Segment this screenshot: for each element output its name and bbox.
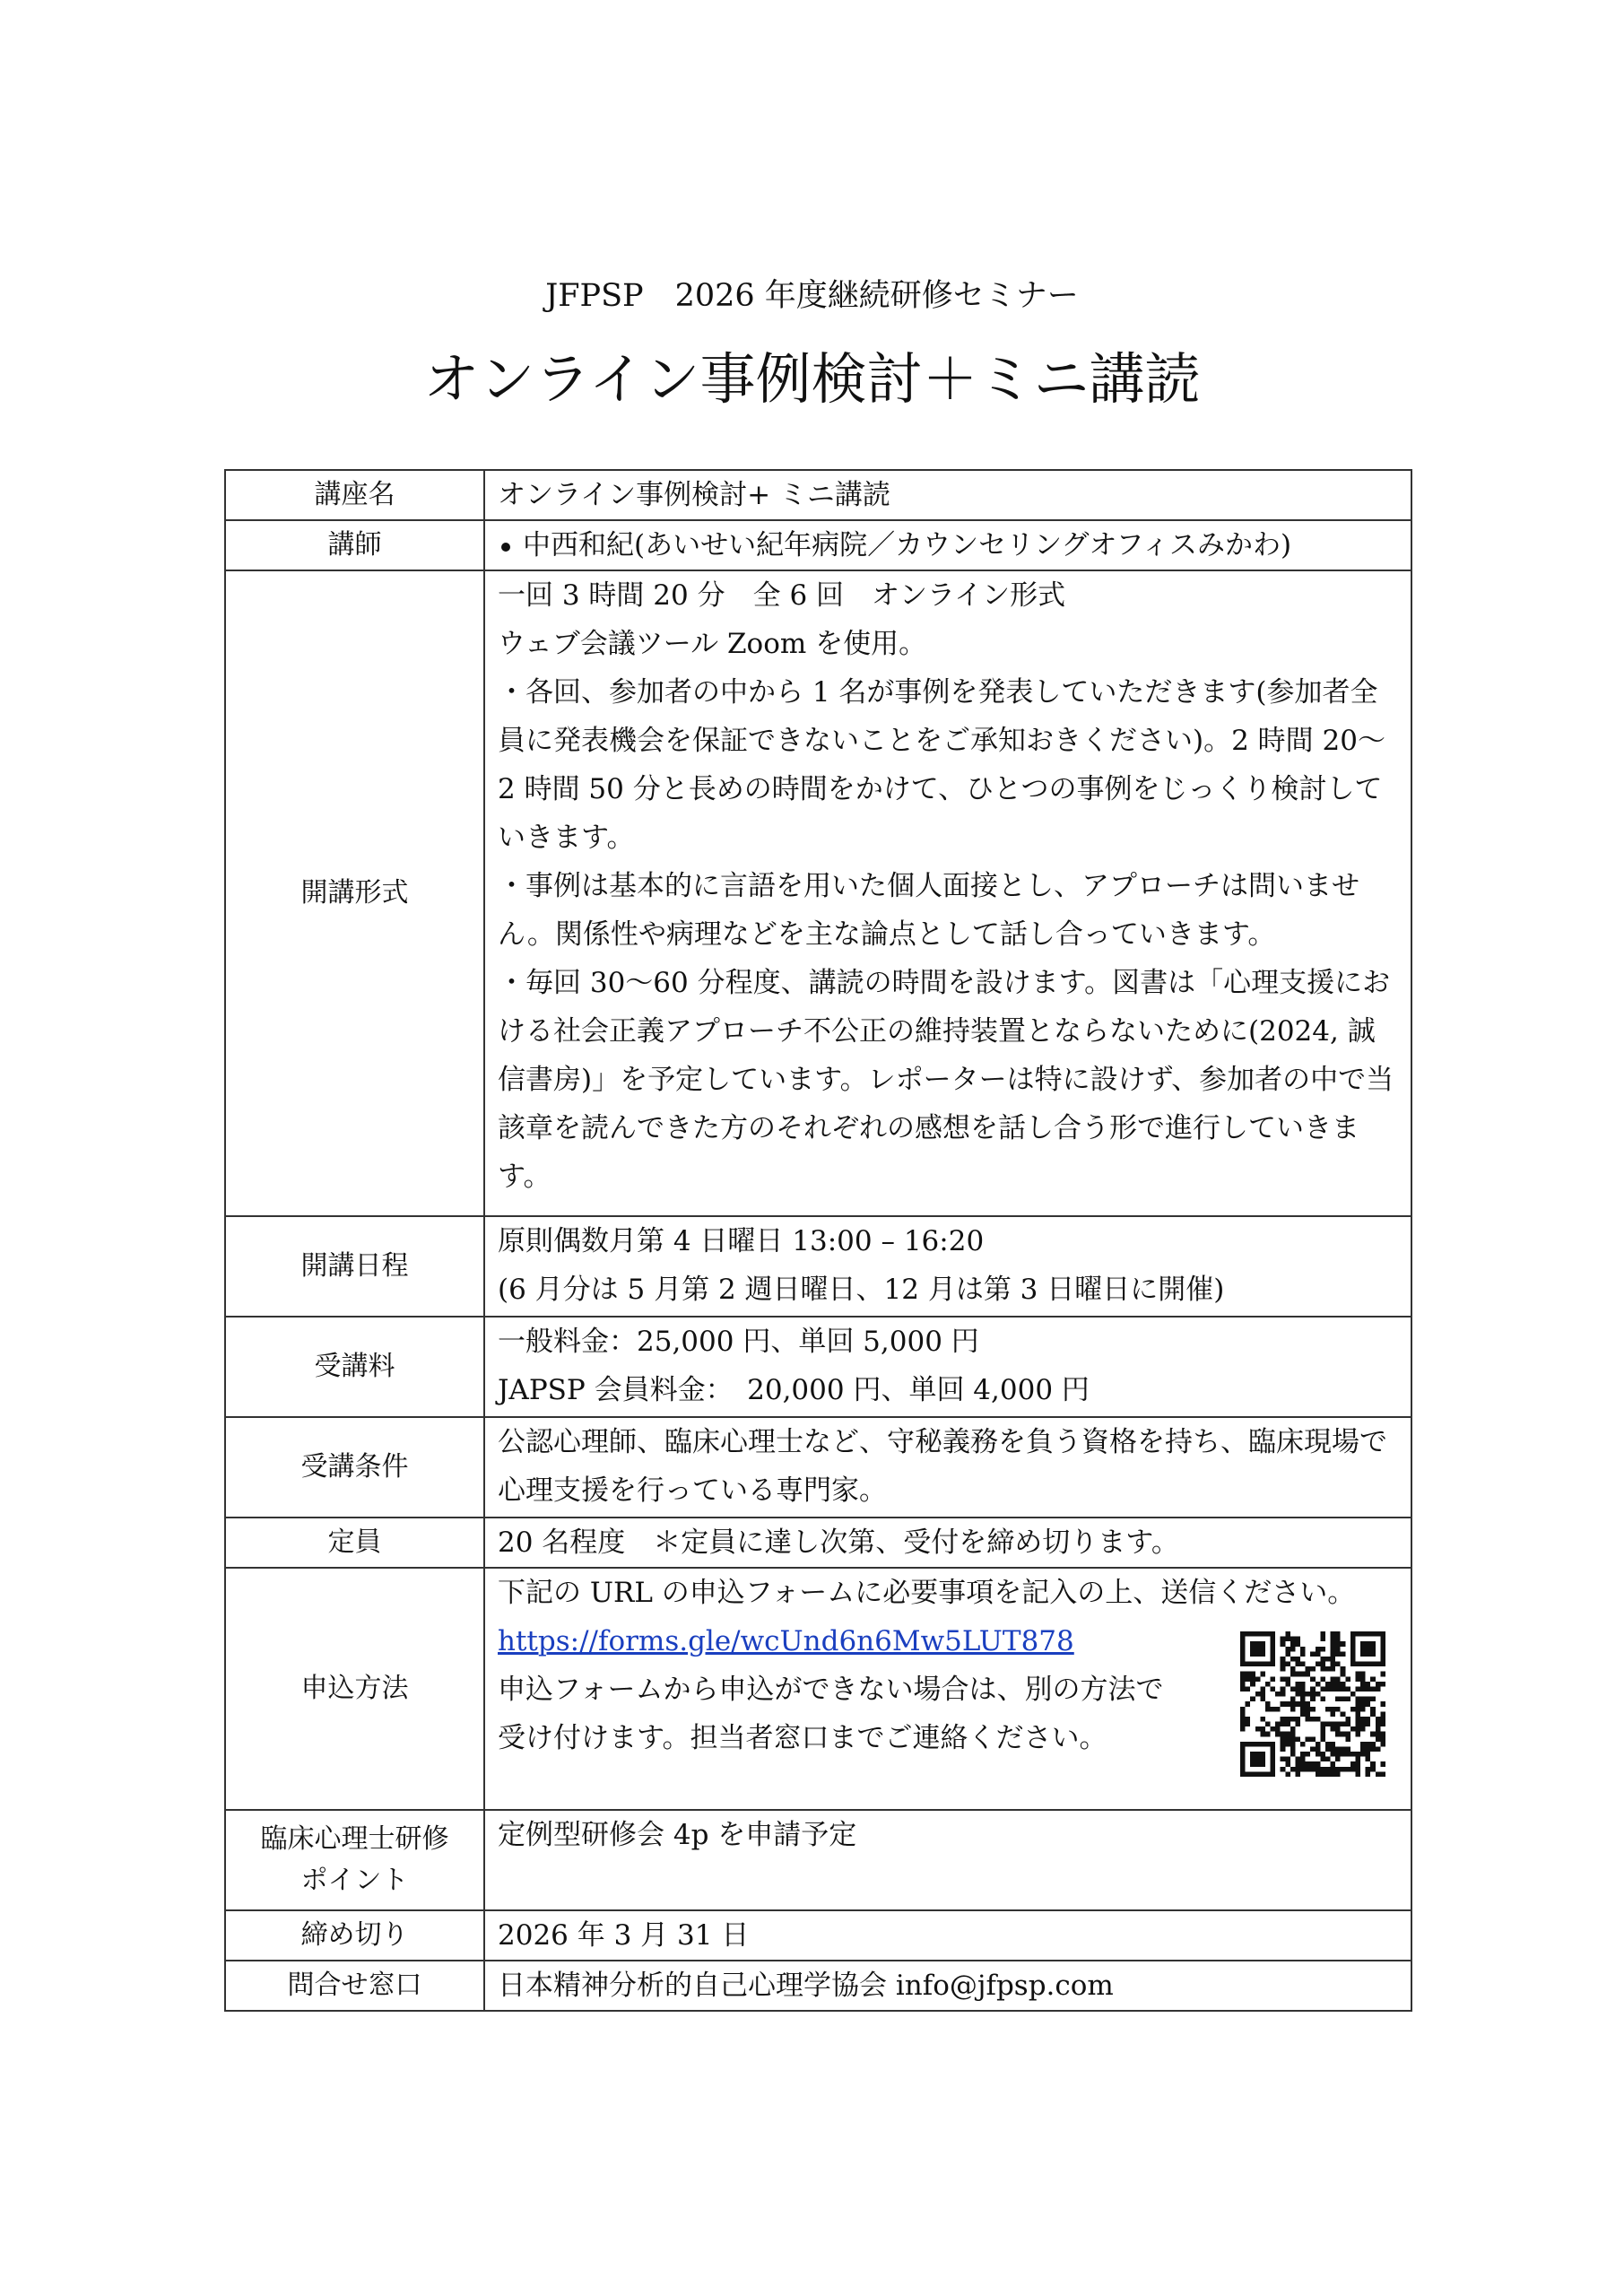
label-points-line: 臨床心理士研修: [260, 1823, 449, 1855]
label-format: 開講形式: [225, 570, 484, 1216]
value-points: 定例型研修会 4p を申請予定: [484, 1810, 1411, 1910]
label-schedule: 開講日程: [225, 1216, 484, 1317]
value-course-name: オンライン事例検討+ ミニ講読: [484, 470, 1411, 520]
fee-line: JAPSP 会員料金： 20,000 円、単回 4,000 円: [498, 1374, 1090, 1406]
schedule-line: (6 月分は 5 月第 2 週日曜日、12 月は第 3 日曜日に開催): [498, 1274, 1225, 1306]
application-note: 受け付けます。担当者窓口までご連絡ください。: [498, 1722, 1107, 1754]
seminar-info-table: [224, 469, 1412, 2012]
format-line: 一回 3 時間 20 分 全 6 回 オンライン形式: [498, 579, 1066, 612]
format-line: ・事例は基本的に言語を用いた個人面接とし、アプローチは問いません。関係性や病理などを主な論点として話し合っていきます。: [498, 870, 1359, 951]
schedule-line: 原則偶数月第 4 日曜日 13:00 – 16:20: [498, 1225, 985, 1257]
label-points-line: ポイント: [300, 1865, 409, 1896]
seminar-title: オンライン事例検討＋ミニ講読: [423, 346, 1201, 412]
instructor-name: 中西和紀(あいせい紀年病院／カウンセリングオフィスみかわ): [523, 529, 1292, 561]
fee-line: 一般料金：25,000 円、単回 5,000 円: [498, 1326, 979, 1358]
label-eligibility: 受講条件: [225, 1417, 484, 1518]
label-application: 申込方法: [225, 1568, 484, 1810]
seminar-subtitle: JFPSP 2026 年度継続研修セミナー: [545, 278, 1079, 314]
row-points: [225, 1810, 1411, 1910]
format-line: ・各回、参加者の中から 1 名が事例を発表していただきます(参加者全員に発表機会を保証できないことをご承知おきください)。2 時間 20～2 時間 50 分と長めの時間をかけて、ひとつの事例をじっくり検討していきます。: [498, 676, 1385, 854]
value-schedule: [484, 1216, 1411, 1317]
value-capacity: 20 名程度 ＊定員に達し次第、受付を締め切ります。: [484, 1518, 1411, 1568]
value-eligibility: 公認心理師、臨床心理士など、守秘義務を負う資格を持ち、臨床現場で心理支援を行っている専門家。: [484, 1417, 1411, 1518]
label-points: [225, 1810, 484, 1910]
row-course-name: [225, 470, 1411, 520]
label-instructor: 講師: [225, 520, 484, 570]
row-contact: [225, 1961, 1411, 2011]
format-line: ウェブ会議ツール Zoom を使用。: [498, 628, 927, 660]
label-course-name: 講座名: [225, 470, 484, 520]
application-instruction: 下記の URL の申込フォームに必要事項を記入の上、送信ください。: [498, 1577, 1356, 1609]
value-fee: [484, 1317, 1411, 1417]
label-capacity: 定員: [225, 1518, 484, 1568]
value-contact: 日本精神分析的自己心理学協会 info@jfpsp.com: [484, 1961, 1411, 2011]
value-format: [484, 570, 1411, 1216]
value-application: [484, 1568, 1411, 1810]
row-schedule: [225, 1216, 1411, 1317]
row-format: [225, 570, 1411, 1216]
bullet-icon: [501, 543, 510, 552]
application-form-link[interactable]: https://forms.gle/wcUnd6n6Mw5LUT878: [498, 1625, 1074, 1657]
label-fee: 受講料: [225, 1317, 484, 1417]
row-fee: [225, 1317, 1411, 1417]
format-line: ・毎回 30～60 分程度、講読の時間を設けます。図書は「心理支援における社会正義アプローチ不公正の維持装置とならないために(2024, 誠信書房)」を予定しています。レポーターは特に設けず、参加者の中で当該章を読んできた方のそれぞれの感想を話し合う形で進行していきます。: [498, 967, 1394, 1193]
value-instructor: [484, 520, 1411, 570]
row-instructor: [225, 520, 1411, 570]
row-eligibility: [225, 1417, 1411, 1518]
value-deadline: 2026 年 3 月 31 日: [484, 1910, 1411, 1961]
row-deadline: [225, 1910, 1411, 1961]
qr-code-icon: [1240, 1631, 1385, 1777]
label-contact: 問合せ窓口: [225, 1961, 484, 2011]
label-deadline: 締め切り: [225, 1910, 484, 1961]
row-application: [225, 1568, 1411, 1810]
row-capacity: [225, 1518, 1411, 1568]
application-note: 申込フォームから申込ができない場合は、別の方法で: [498, 1674, 1164, 1706]
